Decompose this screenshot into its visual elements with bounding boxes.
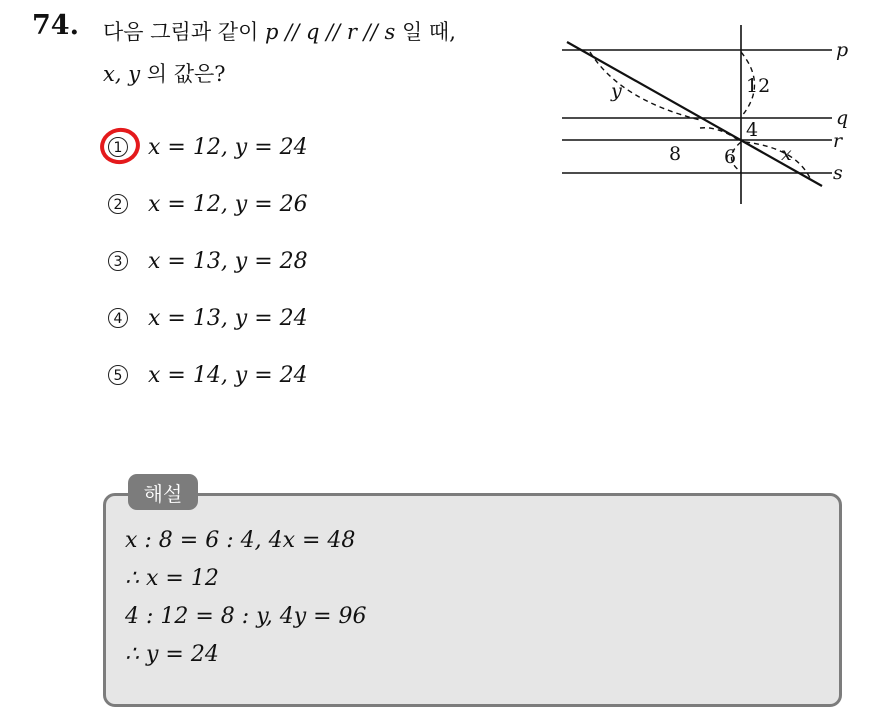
label-r: r — [833, 130, 843, 152]
choice-number: 5 — [108, 365, 128, 385]
question-text-end: 일 때, — [401, 20, 456, 44]
solution-line-3: 4 : 12 = 8 : y, 4y = 96 — [125, 604, 367, 629]
solution-line-2: ∴ x = 12 — [125, 566, 219, 591]
label-p: p — [836, 39, 849, 61]
question-variables: x, y — [103, 62, 141, 86]
solution-line-4: ∴ y = 24 — [125, 642, 219, 667]
solution-tag: 해설 — [128, 474, 198, 510]
label-12: 12 — [746, 75, 771, 97]
question-parallel-lines: p // q // r // s — [265, 20, 396, 44]
label-x: x — [781, 143, 792, 165]
choice-number: 2 — [108, 194, 128, 214]
question-number: 74. — [32, 10, 79, 41]
choice-number: 1 — [108, 137, 128, 157]
solution-box — [103, 493, 842, 707]
label-8: 8 — [669, 143, 682, 165]
label-6: 6 — [724, 146, 737, 168]
question-text-start: 다음 그림과 같이 — [103, 20, 259, 44]
label-y: y — [611, 80, 622, 102]
choice-expression: x = 12, y = 24 — [148, 134, 308, 160]
solution-line-1: x : 8 = 6 : 4, 4x = 48 — [125, 528, 356, 553]
choice-number: 3 — [108, 251, 128, 271]
choice-expression: x = 12, y = 26 — [148, 191, 308, 217]
choice-expression: x = 14, y = 24 — [148, 362, 308, 388]
choice-expression: x = 13, y = 28 — [148, 248, 308, 274]
label-4: 4 — [746, 119, 759, 141]
choice-expression: x = 13, y = 24 — [148, 305, 308, 331]
choice-number: 4 — [108, 308, 128, 328]
label-s: s — [833, 162, 843, 184]
question-text-ask: 의 값은? — [146, 62, 226, 86]
brace-8 — [700, 128, 738, 140]
label-q: q — [836, 107, 849, 129]
